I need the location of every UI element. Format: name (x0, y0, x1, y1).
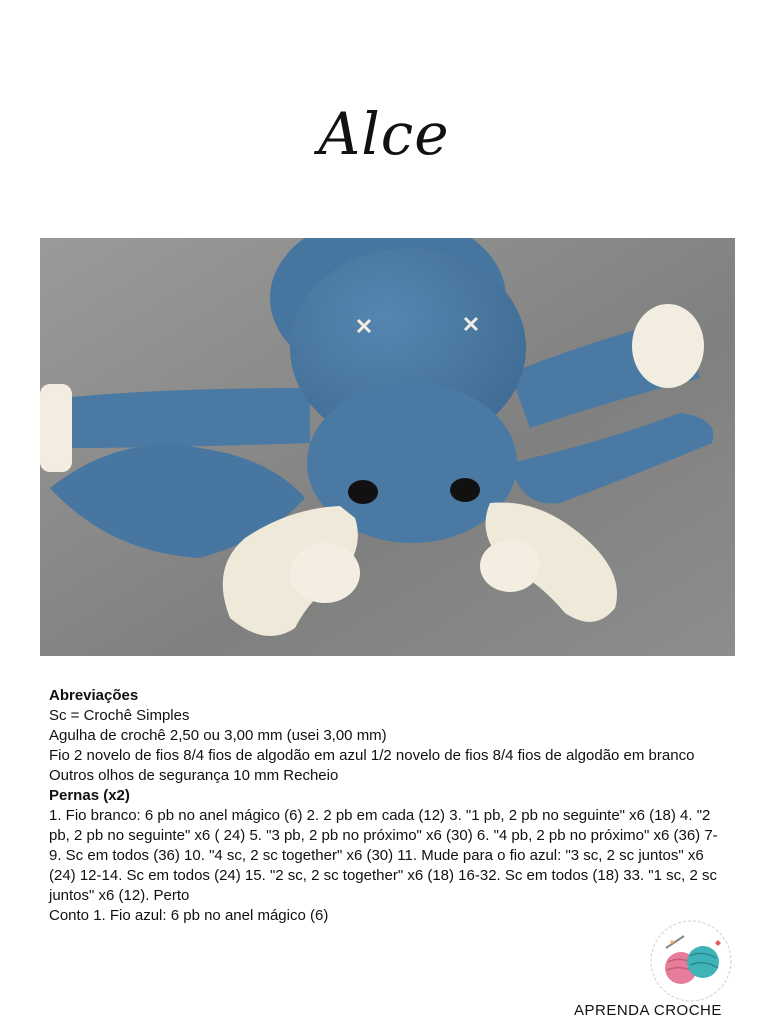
others-line: Outros olhos de segurança 10 mm Recheio (49, 767, 339, 784)
count-line: Conto 1. Fio azul: 6 pb no anel mágico (6) (49, 907, 329, 924)
page-title: Alce (318, 100, 450, 168)
needle-line: Agulha de crochê 2,50 ou 3,00 mm (usei 3,00 mm) (49, 727, 387, 744)
abbreviations-line: Sc = Crochê Simples (49, 707, 190, 724)
moose-amigurumi-photo (40, 238, 735, 656)
legs-heading: Pernas (x2) (49, 787, 130, 804)
abbreviations-heading: Abreviações (49, 687, 139, 704)
legs-instructions: 1. Fio branco: 6 pb no anel mágico (6) 2. 2 pb em cada (12) 3. "1 pb, 2 pb no seguinte" x6 (18) 4. "2 pb, 2 pb no seguinte" x6 ( 24) 5. "3 pb, 2 pb no próximo" x6 (30) 6. "4 pb, 2 pb no próximo" x6 (36) 7-9. Sc em todos (36) 10. "4 sc, 2 sc together" x6 (30) 11. Mude para o fio azul: "3 sc, 2 sc juntos" x6 (24) 12-14. Sc em todos (24) 15. "2 sc, 2 sc together" x6 (18) 16-32. Sc em todos (18) 33. "1 sc, 2 sc juntos" x6 (12). Perto (49, 807, 718, 904)
yarn-line: Fio 2 novelo de fios 8/4 fios de algodão em azul 1/2 novelo de fios 8/4 fios de algodão em branco (49, 747, 695, 764)
yarn-balls-icon (636, 918, 746, 1004)
brand-name: APRENDA CROCHE (574, 1002, 722, 1019)
pattern-text (49, 686, 729, 926)
